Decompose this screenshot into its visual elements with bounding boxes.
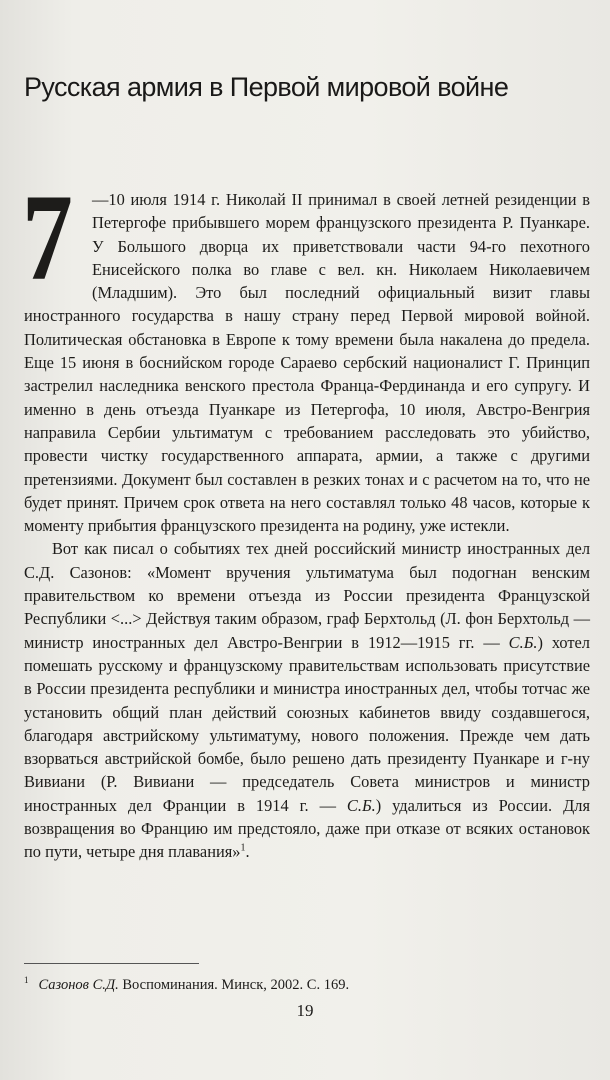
footnote-reference[interactable]: 1: [240, 842, 246, 854]
paragraph-1-text: —10 июля 1914 г. Николай II принимал в своей летней резиденции в Петергофе прибывшего морем французского президента Р. Пуанкаре. У Большого дворца их приветствовали части 94-го пехотного Енисейского полка во главе с вел. кн. Николаем Николаевичем (Младшим). Это был последний официальный визит главы иностранного государства в нашу страну перед Первой мировой войной. Политическая обстановка в Европе к тому времени была накалена до предела. Еще 15 июня в боснийском городе Сараево сербский националист Г. Принцип застрелил наследника венского престола Франца-Фердинанда и его супругу. И именно в день отъезда Пуанкаре из Петергофа, 10 июля, Австро-Венгрия направила Сербии ультиматум с требованием расследовать это убийство, провести чистку государственного аппарата, армии, а также с другими претензиями. Документ был составлен в резких тонах и с расчетом на то, что не будет принят. Причем срок ответа на него составлял только 48 часов, которые к моменту прибытия французского президента на родину, уже истекли.: [24, 190, 590, 536]
chapter-title: Русская армия в Первой мировой войне: [24, 72, 509, 102]
footnote-divider: [24, 963, 199, 964]
author-initials-1: С.Б.: [508, 632, 538, 652]
footnote-author: Сазонов С.Д.: [38, 976, 119, 993]
drop-cap: 7: [22, 169, 73, 306]
body-text: [22, 169, 590, 864]
author-initials-2: С.Б.: [346, 795, 376, 815]
page-number: 19: [296, 1001, 314, 1020]
footnote-marker: 1: [24, 975, 29, 985]
paragraph-2: [24, 537, 590, 863]
footnote: [24, 970, 584, 995]
footnote-text: Воспоминания. Минск, 2002. С. 169.: [118, 976, 350, 993]
paragraph-2-text-c: ) удалиться из России. Для возвращения во Францию им предстояло, даже при отказе от всяких остановок по пути, четыре дня плавания»: [24, 795, 590, 862]
paragraph-2-end: .: [245, 842, 250, 862]
paragraph-2-text-b: ) хотел помешать русскому и французскому правительствам использовать присутствие в России президента республики и министра иностранных дел, чтобы тотчас же установить общий план действий союзных кабинетов ввиду создавшегося, благодаря австрийскому ультиматуму, нового положения. Прежде чем дать взорваться австрийской бомбе, было решено дать президенту Пуанкаре и г-ну Вивиани (Р. Вивиани — председатель Совета министров и министр иностранных дел Франции в 1914 г. —: [24, 632, 590, 815]
paragraph-1: [22, 169, 590, 537]
paragraph-2-text-a: Вот как писал о событиях тех дней российский министр иностранных дел С.Д. Сазонов: «Момент вручения ультиматума был подогнан венским правительством ко времени отъезда из России президента Французской Республики <...> Действуя таким образом, граф Берхтольд (Л. фон Берхтольд — министр иностранных дел Австро-Венгрии в 1912—1915 гг. —: [24, 539, 590, 652]
